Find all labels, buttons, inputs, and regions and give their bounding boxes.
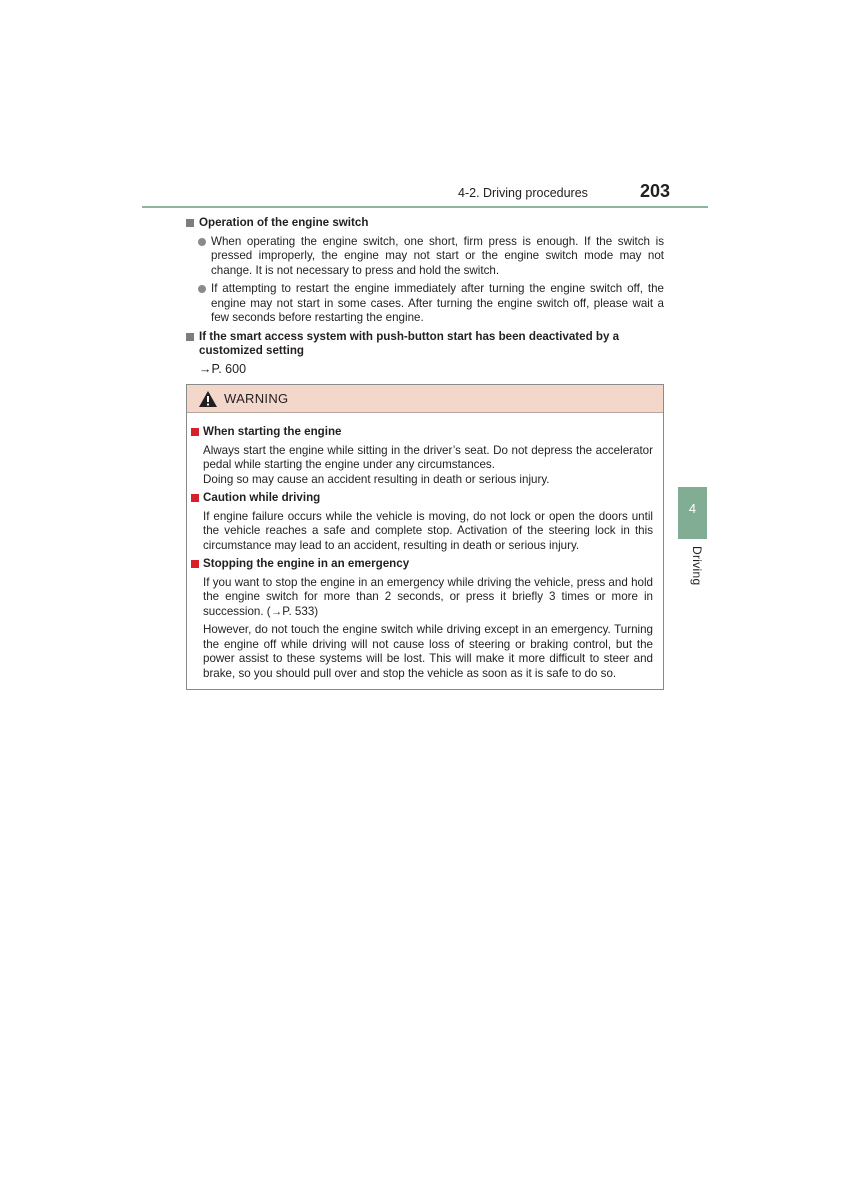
operation-bullet-2-text: If attempting to restart the engine immediately after turning the engine switch off, the engine may not start in some cases. After turning the engine switch off, please wait a few seconds before restarting the engine. — [211, 282, 664, 324]
warning-header — [187, 385, 663, 413]
warning-paragraph-starting: Always start the engine while sitting in the driver’s seat. Do not depress the accelerator pedal while starting the engine under any circumstances. Doing so may cause an accident resulting in death or serious injury. — [203, 443, 653, 486]
warning-triangle-icon — [199, 391, 217, 407]
square-bullet-icon — [186, 333, 194, 341]
warning-heading-caution — [191, 491, 653, 506]
smart-access-heading-text: If the smart access system with push-button start has been deactivated by a customized setting — [199, 329, 620, 357]
chapter-tab[interactable] — [678, 487, 707, 539]
red-square-bullet-icon — [191, 560, 199, 568]
warning-body — [187, 413, 663, 681]
page-reference-link[interactable]: →P. 600 — [199, 361, 247, 376]
page-number: 203 — [640, 181, 671, 201]
warning-title: WARNING — [224, 391, 289, 406]
red-square-bullet-icon — [191, 494, 199, 502]
section-title: 4-2. Driving procedures — [458, 186, 588, 200]
warning-heading-caution-text: Caution while driving — [203, 491, 321, 504]
warning-heading-starting-text: When starting the engine — [203, 425, 342, 438]
warning-paragraph-stopping-1: If you want to stop the engine in an emergency while driving the vehicle, press and hold the engine switch for more than 2 seconds, or press it briefly 3 times or more in succession. (→P. 533) — [203, 575, 653, 618]
operation-bullet-2 — [186, 282, 664, 326]
warning-heading-stopping-text: Stopping the engine in an emergency — [203, 557, 410, 570]
header-divider — [142, 206, 708, 208]
operation-heading-text: Operation of the engine switch — [199, 216, 369, 229]
red-square-bullet-icon — [191, 428, 199, 436]
operation-bullet-1-text: When operating the engine switch, one short, firm press is enough. If the switch is pressed improperly, the engine may not start or the engine switch mode may not change. It is not necessary to press and hold the switch. — [211, 234, 664, 277]
circle-bullet-icon — [198, 238, 206, 246]
main-content — [186, 215, 664, 376]
chapter-label: Driving — [690, 546, 704, 586]
chapter-number: 4 — [688, 501, 697, 516]
operation-bullet-1 — [186, 235, 664, 279]
warning-paragraph-caution: If engine failure occurs while the vehicle is moving, do not lock or open the doors until the vehicle reaches a safe and complete stop. Activation of the steering lock in this circumstance may lead to an accident, resulting in death or serious injury. — [203, 509, 653, 552]
warning-box — [186, 384, 664, 690]
warning-paragraph-stopping-2: However, do not touch the engine switch while driving except in an emergency. Turning the engine off while driving will not cause loss of steering or braking control, but the power assist to these systems will be lost. This will make it more difficult to steer and brake, so you should pull over and stop the vehicle as soon as it is safe to do so. — [203, 623, 653, 680]
warning-heading-starting — [191, 425, 653, 440]
warning-heading-stopping — [191, 557, 653, 572]
operation-heading — [186, 216, 664, 231]
square-bullet-icon — [186, 219, 194, 227]
circle-bullet-icon — [198, 285, 206, 293]
smart-access-heading — [186, 330, 664, 359]
